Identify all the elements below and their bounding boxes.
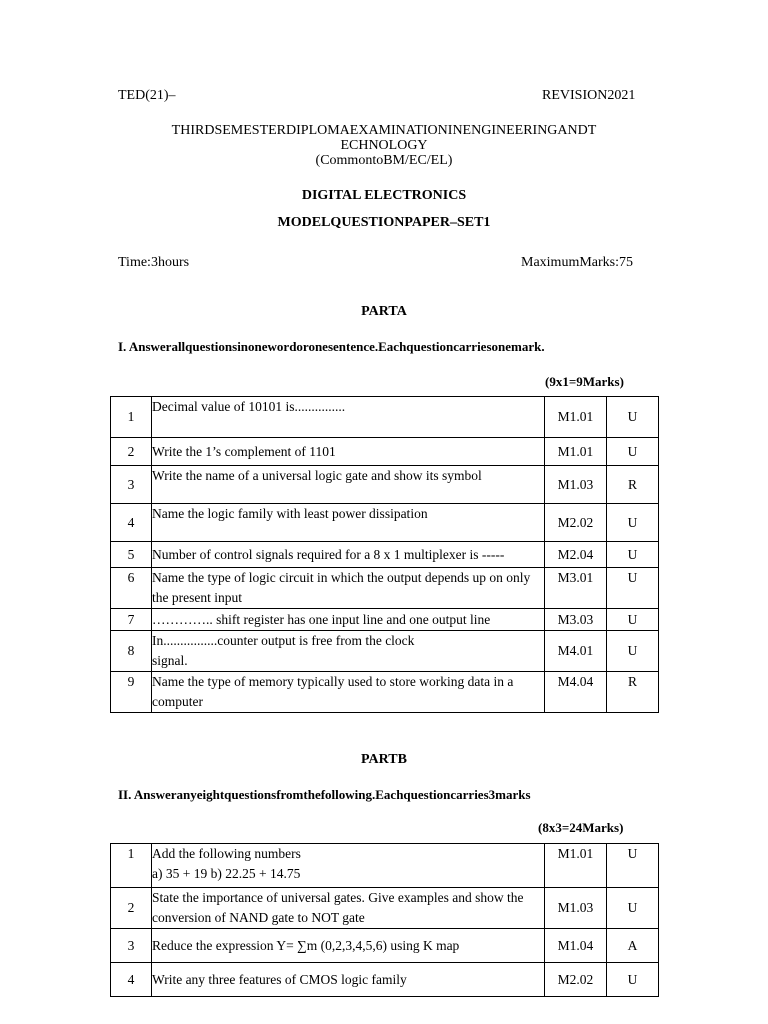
outcome-code: M2.02 <box>545 963 607 997</box>
max-marks-label: MaximumMarks:75 <box>521 255 633 270</box>
table-row <box>111 844 659 888</box>
question-text <box>152 504 545 542</box>
table-row <box>111 438 659 466</box>
outcome-code: M1.01 <box>545 438 607 466</box>
question-number: 1 <box>111 397 152 438</box>
question-text <box>152 963 545 997</box>
outcome-code: M3.03 <box>545 609 607 631</box>
question-number: 1 <box>111 844 152 888</box>
paper-title: MODELQUESTIONPAPER–SET1 <box>277 215 491 230</box>
question-text <box>152 397 545 438</box>
cognitive-level: U <box>607 542 659 568</box>
question-number: 3 <box>111 929 152 963</box>
part-b-title: PARTB <box>361 752 407 767</box>
outcome-code: M1.01 <box>545 844 607 888</box>
table-row <box>111 504 659 542</box>
question-text <box>152 844 545 888</box>
question-text-line: conversion of NAND gate to NOT gate <box>152 910 365 925</box>
part-a-marks: (9x1=9Marks) <box>545 374 624 389</box>
cognitive-level: U <box>607 631 659 672</box>
part-b-marks: (8x3=24Marks) <box>538 820 624 835</box>
question-text <box>152 466 545 504</box>
outcome-code: M1.03 <box>545 466 607 504</box>
table-row <box>111 542 659 568</box>
cognitive-level: U <box>607 504 659 542</box>
question-text-line: Reduce the expression Y= ∑m (0,2,3,4,5,6) using K map <box>152 937 460 953</box>
table-row <box>111 929 659 963</box>
outcome-code: M1.01 <box>545 397 607 438</box>
outcome-code: M3.01 <box>545 568 607 609</box>
cognitive-level: U <box>607 609 659 631</box>
table-row <box>111 963 659 997</box>
question-text-line: Name the type of logic circuit in which the output depends up on only <box>152 570 531 585</box>
cognitive-level: U <box>607 438 659 466</box>
question-text-line: signal. <box>152 653 188 668</box>
cognitive-level: U <box>607 844 659 888</box>
part-b-question-table <box>110 843 659 997</box>
paper-code: TED(21)– <box>118 88 176 103</box>
table-row <box>111 631 659 672</box>
question-text-line: State the importance of universal gates. Give examples and show the <box>152 890 524 905</box>
question-text-line: In................counter output is free from the clock <box>152 633 415 648</box>
question-text <box>152 542 545 568</box>
question-number: 2 <box>111 888 152 929</box>
common-branches: (CommontoBM/EC/EL) <box>315 153 453 168</box>
question-text-line: Name the logic family with least power dissipation <box>152 506 428 521</box>
table-row <box>111 397 659 438</box>
question-text-line: Write any three features of CMOS logic family <box>152 971 407 987</box>
question-text <box>152 888 545 929</box>
outcome-code: M2.04 <box>545 542 607 568</box>
question-text <box>152 438 545 466</box>
question-text-line: Decimal value of 10101 is............... <box>152 399 346 414</box>
question-text-line: Add the following numbers <box>152 846 301 861</box>
question-text-line: Write the 1’s complement of 1101 <box>152 443 336 459</box>
cognitive-level: U <box>607 963 659 997</box>
question-number: 9 <box>111 672 152 713</box>
question-text-line: Write the name of a universal logic gate and show its symbol <box>152 468 482 483</box>
part-a-title: PARTA <box>361 304 407 319</box>
outcome-code: M1.04 <box>545 929 607 963</box>
question-text <box>152 609 545 631</box>
subject-title: DIGITAL ELECTRONICS <box>301 188 467 203</box>
question-text <box>152 672 545 713</box>
question-text-line: ………….. shift register has one input line and one output line <box>152 611 491 627</box>
exam-title-line2: ECHNOLOGY <box>340 138 428 153</box>
cognitive-level: R <box>607 672 659 713</box>
cognitive-level: R <box>607 466 659 504</box>
part-a-instruction: I. Answerallquestionsinonewordoronesentence.Eachquestioncarriesonemark. <box>118 339 545 354</box>
question-text-line: Name the type of memory typically used to store working data in a <box>152 674 514 689</box>
outcome-code: M2.02 <box>545 504 607 542</box>
question-text-line: the present input <box>152 590 242 605</box>
question-number: 4 <box>111 963 152 997</box>
table-row <box>111 672 659 713</box>
table-row <box>111 466 659 504</box>
cognitive-level: A <box>607 929 659 963</box>
question-number: 6 <box>111 568 152 609</box>
table-row <box>111 568 659 609</box>
question-number: 4 <box>111 504 152 542</box>
question-number: 2 <box>111 438 152 466</box>
question-number: 3 <box>111 466 152 504</box>
outcome-code: M1.03 <box>545 888 607 929</box>
question-text-line: computer <box>152 694 203 709</box>
question-text <box>152 631 545 672</box>
question-number: 7 <box>111 609 152 631</box>
question-number: 8 <box>111 631 152 672</box>
question-number: 5 <box>111 542 152 568</box>
time-label: Time:3hours <box>118 255 190 270</box>
question-text-line: a) 35 + 19 b) 22.25 + 14.75 <box>152 866 301 881</box>
cognitive-level: U <box>607 888 659 929</box>
question-text <box>152 568 545 609</box>
cognitive-level: U <box>607 568 659 609</box>
revision-label: REVISION2021 <box>542 88 636 103</box>
part-a-question-table <box>110 396 659 713</box>
question-text-line: Number of control signals required for a 8 x 1 multiplexer is ----- <box>152 546 505 562</box>
outcome-code: M4.04 <box>545 672 607 713</box>
exam-title-line1: THIRDSEMESTERDIPLOMAEXAMINATIONINENGINEERINGANDT <box>171 123 597 138</box>
part-b-instruction: II. Answeranyeightquestionsfromthefollowing.Eachquestioncarries3marks <box>118 787 531 802</box>
cognitive-level: U <box>607 397 659 438</box>
table-row <box>111 888 659 929</box>
outcome-code: M4.01 <box>545 631 607 672</box>
question-text <box>152 929 545 963</box>
table-row <box>111 609 659 631</box>
